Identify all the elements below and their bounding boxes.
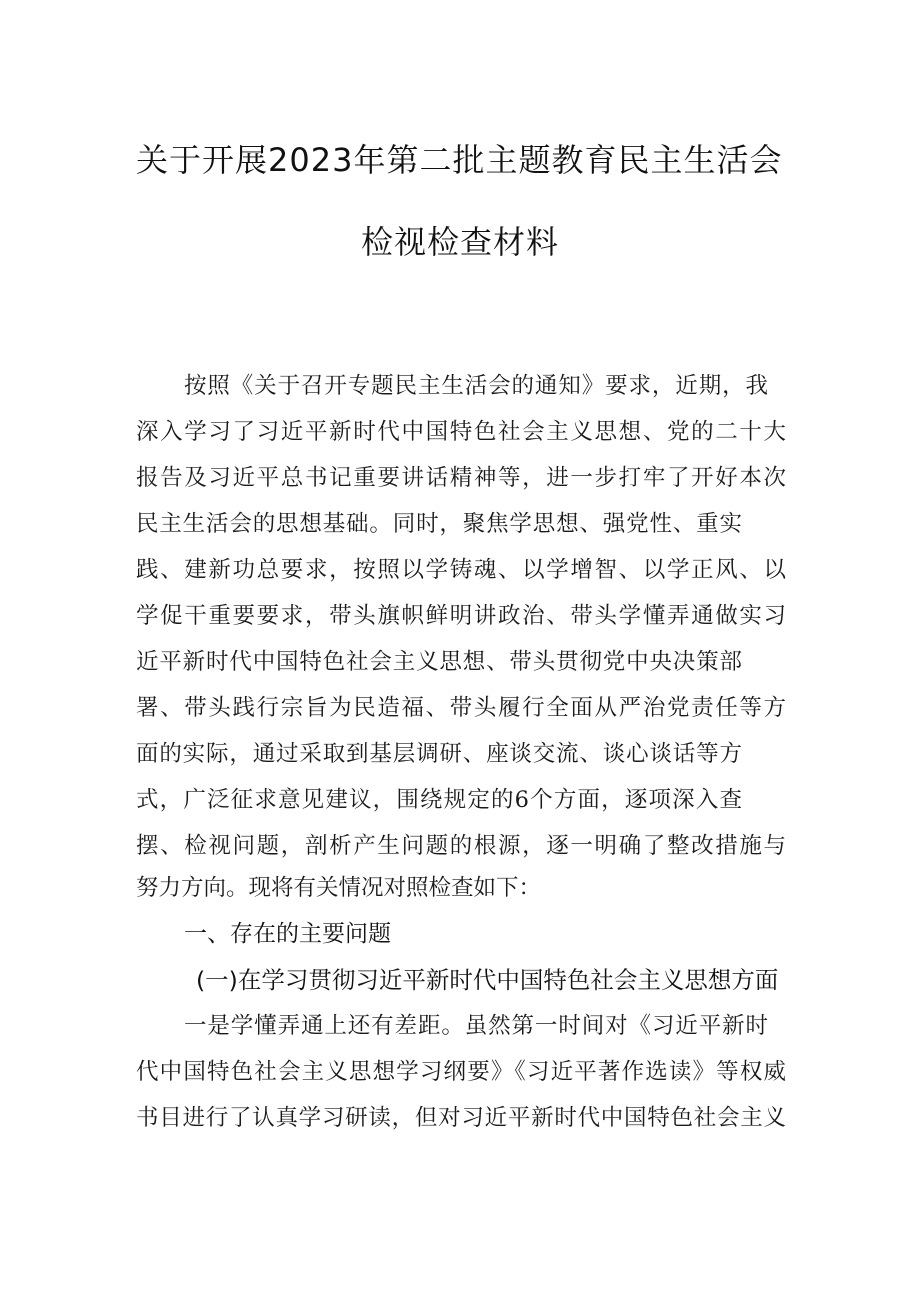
intro-paragraph-line: 署、带头践行宗旨为民造福、带头履行全面从严治党责任等方	[136, 695, 786, 721]
intro-paragraph-line: 摆、检视问题，剖析产生问题的根源，逐一明确了整改措施与	[136, 833, 786, 859]
section-heading: 一、存在的主要问题	[184, 921, 391, 947]
intro-paragraph-line: 践、建新功总要求，按照以学铸魂、以学增智、以学正风、以	[136, 557, 786, 583]
body-paragraph-line: 一是学懂弄通上还有差距。虽然第一时间对《习近平新时	[184, 1013, 768, 1039]
intro-paragraph-line: 深入学习了习近平新时代中国特色社会主义思想、党的二十大	[136, 419, 786, 445]
intro-paragraph-line: 努力方向。现将有关情况对照检查如下：	[136, 875, 542, 901]
intro-paragraph-line: 报告及习近平总书记重要讲话精神等，进一步打牢了开好本次	[136, 465, 786, 491]
subsection-heading: (一)在学习贯彻习近平新时代中国特色社会主义思想方面	[196, 966, 779, 994]
document-title-line-1: 关于开展2023年第二批主题教育民主生活会	[136, 141, 783, 179]
document-title-line-2: 检视检查材料	[360, 223, 559, 261]
body-paragraph-line: 书目进行了认真学习研读，但对习近平新时代中国特色社会主义	[136, 1105, 786, 1131]
intro-paragraph-line: 按照《关于召开专题民主生活会的通知》要求，近期，我	[184, 373, 768, 399]
intro-paragraph-line: 学促干重要要求，带头旗帜鲜明讲政治、带头学懂弄通做实习	[136, 603, 786, 629]
intro-paragraph-line: 民主生活会的思想基础。同时，聚焦学思想、强党性、重实	[136, 511, 742, 537]
intro-paragraph-line: 面的实际，通过采取到基层调研、座谈交流、谈心谈话等方	[136, 741, 742, 767]
intro-paragraph-line: 式，广泛征求意见建议，围绕规定的6个方面，逐项深入查	[136, 787, 742, 813]
intro-paragraph-line: 近平新时代中国特色社会主义思想、带头贯彻党中央决策部	[136, 649, 742, 675]
body-paragraph-line: 代中国特色社会主义思想学习纲要》《习近平著作选读》等权威	[136, 1059, 786, 1085]
